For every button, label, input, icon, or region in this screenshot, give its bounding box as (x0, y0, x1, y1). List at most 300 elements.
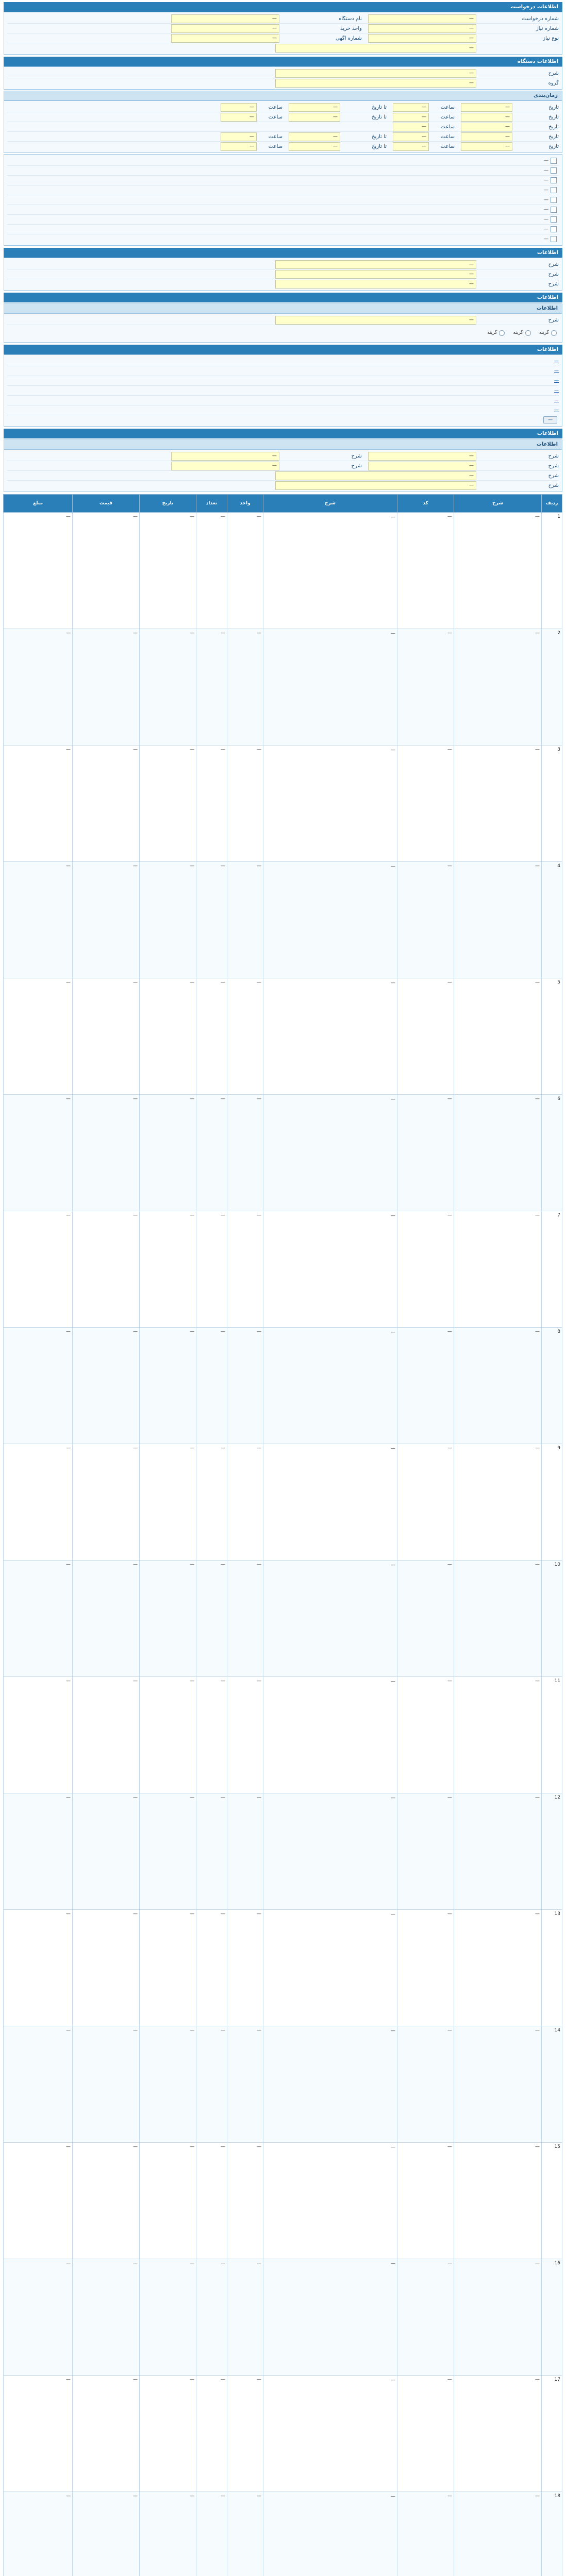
section-org-title: اطلاعات دستگاه (4, 57, 562, 66)
section-options-title: اطلاعات (4, 293, 562, 302)
goods-row (7, 451, 559, 461)
attachment-row (7, 386, 559, 396)
row-number: 8 (542, 1328, 562, 1444)
section-schedule (4, 100, 562, 153)
item-total: — (4, 2376, 73, 2492)
schedule-time-value: — (393, 103, 429, 112)
item-date: — (140, 1910, 196, 2026)
item-total: — (4, 1677, 73, 1793)
condition-checkbox[interactable] (551, 197, 557, 203)
goods-label: شرح (548, 472, 559, 479)
item-code: — (397, 1211, 454, 1328)
schedule-time-label: ساعت (440, 114, 455, 120)
goods-value: — (171, 452, 279, 461)
attachment-link[interactable]: — (554, 378, 559, 383)
need-number-value: — (368, 24, 476, 33)
item-unit: — (227, 2259, 263, 2376)
condition-row (7, 234, 559, 244)
schedule-to-time-label: ساعت (268, 104, 282, 110)
item-price: — (73, 1444, 140, 1561)
item-code: — (397, 1561, 454, 1677)
page (4, 2, 562, 2576)
row-number: 10 (542, 1561, 562, 1677)
condition-row (7, 225, 559, 234)
item-quantity: — (196, 1793, 227, 1910)
option-radio[interactable] (525, 330, 531, 336)
item-code: — (397, 1793, 454, 1910)
item-description: — (263, 1328, 397, 1444)
section-schedule-title: زمان‌بندی (4, 91, 562, 100)
item-quantity: — (196, 2259, 227, 2376)
item-unit: — (227, 1095, 263, 1211)
options-row (7, 315, 559, 325)
schedule-to-date-label: تا تاریخ (372, 114, 387, 120)
request-extra-value: — (275, 44, 476, 53)
item-code: — (397, 2143, 454, 2259)
table-row (4, 1328, 562, 1444)
schedule-to-time-value: — (221, 132, 257, 141)
schedule-date-label: تاریخ (548, 143, 559, 149)
goods-label: شرح (548, 463, 559, 469)
item-code: — (397, 2259, 454, 2376)
section-org (4, 66, 562, 90)
attachment-actions (7, 415, 559, 425)
condition-checkbox[interactable] (551, 236, 557, 242)
item-description: — (263, 2492, 397, 2576)
item-price: — (73, 978, 140, 1095)
condition-row (7, 156, 559, 166)
item-quantity: — (196, 1211, 227, 1328)
schedule-to-time-label: ساعت (268, 114, 282, 120)
condition-row (7, 176, 559, 185)
attachment-link[interactable]: — (554, 368, 559, 374)
item-name: — (454, 2376, 542, 2492)
item-total: — (4, 1211, 73, 1328)
item-date: — (140, 978, 196, 1095)
condition-text: — (544, 197, 548, 202)
item-quantity: — (196, 1561, 227, 1677)
item-date: — (140, 1444, 196, 1561)
attachment-row (7, 357, 559, 366)
item-code: — (397, 1910, 454, 2026)
row-number: 9 (542, 1444, 562, 1561)
condition-row (7, 166, 559, 176)
col-header: تعداد (196, 495, 227, 513)
item-code: — (397, 1677, 454, 1793)
item-price: — (73, 745, 140, 862)
goods-value: — (171, 462, 279, 470)
table-row (4, 2492, 562, 2576)
item-description: — (263, 978, 397, 1095)
item-name: — (454, 2259, 542, 2376)
item-code: — (397, 629, 454, 745)
col-header: واحد (227, 495, 263, 513)
condition-checkbox[interactable] (551, 216, 557, 223)
option-radio[interactable] (551, 330, 557, 336)
item-description: — (263, 1910, 397, 2026)
row-number: 13 (542, 1910, 562, 2026)
schedule-date-value: — (461, 103, 512, 112)
item-unit: — (227, 1910, 263, 2026)
item-price: — (73, 513, 140, 629)
schedule-time-value: — (393, 123, 429, 131)
condition-row (7, 205, 559, 215)
goods-row (7, 481, 559, 490)
attachment-link[interactable]: — (554, 398, 559, 403)
info-value: — (275, 280, 476, 289)
item-quantity: — (196, 513, 227, 629)
condition-checkbox[interactable] (551, 177, 557, 183)
option-label: گزینه (539, 330, 549, 335)
attachment-row (7, 376, 559, 386)
info-value: — (275, 270, 476, 279)
request-number-label: شماره درخواست (521, 15, 559, 22)
condition-row (7, 215, 559, 225)
attachment-link[interactable]: — (554, 408, 559, 413)
item-date: — (140, 1677, 196, 1793)
items-header-row (4, 495, 562, 513)
item-date: — (140, 2026, 196, 2143)
item-unit: — (227, 1211, 263, 1328)
schedule-time-value: — (393, 113, 429, 122)
item-name: — (454, 1095, 542, 1211)
schedule-to-time-value: — (221, 103, 257, 112)
info-row (7, 269, 559, 279)
item-date: — (140, 1095, 196, 1211)
item-price: — (73, 1211, 140, 1328)
item-quantity: — (196, 2376, 227, 2492)
table-row (4, 2143, 562, 2259)
item-name: — (454, 978, 542, 1095)
org-group-label: گروه (548, 80, 559, 86)
table-row (4, 1095, 562, 1211)
item-description: — (263, 862, 397, 978)
goods-value: — (275, 471, 476, 480)
item-price: — (73, 1677, 140, 1793)
schedule-to-date-label: تا تاریخ (372, 143, 387, 149)
item-unit: — (227, 1328, 263, 1444)
request-number-value: — (368, 14, 476, 23)
org-name-value: — (171, 14, 279, 23)
item-quantity: — (196, 629, 227, 745)
item-code: — (397, 862, 454, 978)
section-goods (4, 449, 562, 492)
schedule-date-value: — (461, 113, 512, 122)
schedule-to-date-value: — (289, 142, 340, 151)
item-description: — (263, 1444, 397, 1561)
schedule-to-date-label: تا تاریخ (372, 104, 387, 110)
schedule-time-label: ساعت (440, 124, 455, 130)
item-quantity: — (196, 2143, 227, 2259)
condition-text: — (544, 207, 548, 212)
row-number: 12 (542, 1793, 562, 1910)
goods-value: — (368, 462, 476, 470)
need-type-label: نوع نیاز (543, 35, 559, 41)
request-row-2 (7, 24, 559, 33)
ad-number-value: — (171, 34, 279, 43)
row-number: 6 (542, 1095, 562, 1211)
item-code: — (397, 745, 454, 862)
item-date: — (140, 1793, 196, 1910)
col-header: کد (397, 495, 454, 513)
table-row (4, 1211, 562, 1328)
schedule-to-date-value: — (289, 113, 340, 122)
schedule-date-value: — (461, 123, 512, 131)
item-price: — (73, 2026, 140, 2143)
goods-value: — (275, 481, 476, 490)
item-name: — (454, 629, 542, 745)
item-name: — (454, 1793, 542, 1910)
schedule-to-time-value: — (221, 113, 257, 122)
col-header: قیمت (73, 495, 140, 513)
schedule-time-value: — (393, 132, 429, 141)
item-name: — (454, 1677, 542, 1793)
item-quantity: — (196, 2492, 227, 2576)
item-unit: — (227, 1677, 263, 1793)
item-code: — (397, 2026, 454, 2143)
item-unit: — (227, 2143, 263, 2259)
item-unit: — (227, 2376, 263, 2492)
item-code: — (397, 978, 454, 1095)
item-name: — (454, 2026, 542, 2143)
row-number: 17 (542, 2376, 562, 2492)
condition-row (7, 195, 559, 205)
option-radio[interactable] (499, 330, 505, 336)
item-description: — (263, 1677, 397, 1793)
org-name-label: نام دستگاه (339, 15, 362, 22)
item-total: — (4, 2492, 73, 2576)
schedule-row (7, 142, 559, 151)
item-code: — (397, 2376, 454, 2492)
item-price: — (73, 862, 140, 978)
info-value: — (275, 260, 476, 269)
col-header: شرح (454, 495, 542, 513)
item-name: — (454, 1910, 542, 2026)
table-row (4, 1793, 562, 1910)
section-request-title: اطلاعات درخواست (4, 2, 562, 12)
item-description: — (263, 513, 397, 629)
item-quantity: — (196, 1910, 227, 2026)
condition-text: — (544, 227, 548, 232)
section-goods-title: اطلاعات (4, 429, 562, 438)
item-name: — (454, 513, 542, 629)
col-header: شرح (263, 495, 397, 513)
schedule-time-label: ساعت (440, 143, 455, 149)
item-date: — (140, 1561, 196, 1677)
buy-unit-value: — (171, 24, 279, 33)
schedule-to-date-label: تا تاریخ (372, 133, 387, 140)
item-description: — (263, 2026, 397, 2143)
goods-label: شرح (548, 482, 559, 488)
info-row (7, 260, 559, 269)
schedule-date-value: — (461, 132, 512, 141)
item-total: — (4, 2143, 73, 2259)
item-name: — (454, 1561, 542, 1677)
condition-checkbox[interactable] (551, 207, 557, 213)
item-name: — (454, 1211, 542, 1328)
item-description: — (263, 1793, 397, 1910)
item-total: — (4, 1910, 73, 2026)
item-quantity: — (196, 1095, 227, 1211)
need-type-value: — (368, 34, 476, 43)
item-price: — (73, 1910, 140, 2026)
item-name: — (454, 745, 542, 862)
table-row (4, 978, 562, 1095)
table-row (4, 2026, 562, 2143)
info-label: شرح (548, 281, 559, 287)
table-row (4, 513, 562, 629)
item-total: — (4, 1561, 73, 1677)
table-row (4, 1677, 562, 1793)
attachment-row (7, 396, 559, 405)
schedule-time-value: — (393, 142, 429, 151)
condition-checkbox[interactable] (551, 226, 557, 232)
item-date: — (140, 629, 196, 745)
row-number: 18 (542, 2492, 562, 2576)
org-row-2 (7, 78, 559, 88)
item-name: — (454, 2492, 542, 2576)
item-description: — (263, 745, 397, 862)
option-label: گزینه (513, 330, 523, 335)
item-total: — (4, 1793, 73, 1910)
item-code: — (397, 513, 454, 629)
buy-unit-label: واحد خرید (340, 25, 362, 31)
condition-checkbox[interactable] (551, 167, 557, 174)
item-price: — (73, 629, 140, 745)
schedule-to-time-label: ساعت (268, 143, 282, 149)
condition-checkbox[interactable] (551, 187, 557, 193)
schedule-date-label: تاریخ (548, 104, 559, 110)
item-description: — (263, 1095, 397, 1211)
item-unit: — (227, 862, 263, 978)
schedule-row (7, 122, 559, 132)
section-options (4, 313, 562, 343)
row-number: 5 (542, 978, 562, 1095)
item-quantity: — (196, 745, 227, 862)
schedule-to-date-value: — (289, 103, 340, 112)
item-unit: — (227, 745, 263, 862)
row-number: 4 (542, 862, 562, 978)
table-row (4, 745, 562, 862)
item-code: — (397, 1095, 454, 1211)
schedule-row (7, 112, 559, 122)
schedule-date-label: تاریخ (548, 114, 559, 120)
ad-number-label: شماره آگهی (336, 35, 362, 41)
section-attachments (4, 354, 562, 427)
condition-text: — (544, 178, 548, 183)
request-row-3 (7, 33, 559, 43)
table-row (4, 2376, 562, 2492)
col-header: ردیف (542, 495, 562, 513)
table-row (4, 629, 562, 745)
schedule-to-time-value: — (221, 142, 257, 151)
org-desc-label: شرح (548, 70, 559, 76)
col-header: تاریخ (140, 495, 196, 513)
need-number-label: شماره نیاز (536, 25, 559, 31)
item-price: — (73, 1328, 140, 1444)
schedule-date-label: تاریخ (548, 133, 559, 140)
item-unit: — (227, 513, 263, 629)
item-name: — (454, 862, 542, 978)
col-header: مبلغ (4, 495, 73, 513)
org-desc-value: — (275, 69, 476, 78)
item-quantity: — (196, 1444, 227, 1561)
item-price: — (73, 2376, 140, 2492)
goods-row (7, 461, 559, 471)
item-price: — (73, 1095, 140, 1211)
item-quantity: — (196, 1328, 227, 1444)
items-table (3, 494, 562, 2576)
item-date: — (140, 2143, 196, 2259)
item-unit: — (227, 1444, 263, 1561)
request-row-4 (7, 43, 559, 53)
item-description: — (263, 629, 397, 745)
item-name: — (454, 1328, 542, 1444)
item-date: — (140, 1328, 196, 1444)
condition-checkbox[interactable] (551, 158, 557, 164)
row-number: 3 (542, 745, 562, 862)
table-row (4, 1910, 562, 2026)
item-total: — (4, 513, 73, 629)
item-total: — (4, 2259, 73, 2376)
option-label: گزینه (487, 330, 497, 335)
item-unit: — (227, 2026, 263, 2143)
goods-row (7, 471, 559, 481)
item-price: — (73, 1793, 140, 1910)
attachment-button[interactable]: — (543, 416, 557, 423)
item-unit: — (227, 629, 263, 745)
table-row (4, 2259, 562, 2376)
row-number: 11 (542, 1677, 562, 1793)
info-label: شرح (548, 271, 559, 277)
row-number: 15 (542, 2143, 562, 2259)
section-options-subtitle: اطلاعات (4, 303, 562, 313)
item-price: — (73, 2492, 140, 2576)
item-code: — (397, 1328, 454, 1444)
item-name: — (454, 1444, 542, 1561)
condition-text: — (544, 158, 548, 163)
attachment-link[interactable]: — (554, 359, 559, 364)
item-unit: — (227, 2492, 263, 2576)
condition-text: — (544, 236, 548, 242)
attachment-link[interactable]: — (554, 388, 559, 393)
item-quantity: — (196, 2026, 227, 2143)
row-number: 2 (542, 629, 562, 745)
schedule-time-label: ساعت (440, 133, 455, 140)
condition-text: — (544, 217, 548, 222)
item-date: — (140, 745, 196, 862)
item-price: — (73, 1561, 140, 1677)
item-code: — (397, 2492, 454, 2576)
item-description: — (263, 2376, 397, 2492)
goods-label: شرح (351, 453, 362, 459)
section-conditions (4, 154, 562, 246)
item-total: — (4, 1444, 73, 1561)
schedule-date-label: تاریخ (548, 124, 559, 130)
item-total: — (4, 978, 73, 1095)
item-total: — (4, 745, 73, 862)
goods-label: شرح (351, 463, 362, 469)
info-label: شرح (548, 261, 559, 267)
options-label: شرح (548, 317, 559, 323)
item-quantity: — (196, 978, 227, 1095)
row-number: 1 (542, 513, 562, 629)
options-radio-row (7, 325, 559, 341)
item-description: — (263, 2143, 397, 2259)
condition-text: — (544, 188, 548, 193)
condition-row (7, 185, 559, 195)
section-request (4, 12, 562, 55)
